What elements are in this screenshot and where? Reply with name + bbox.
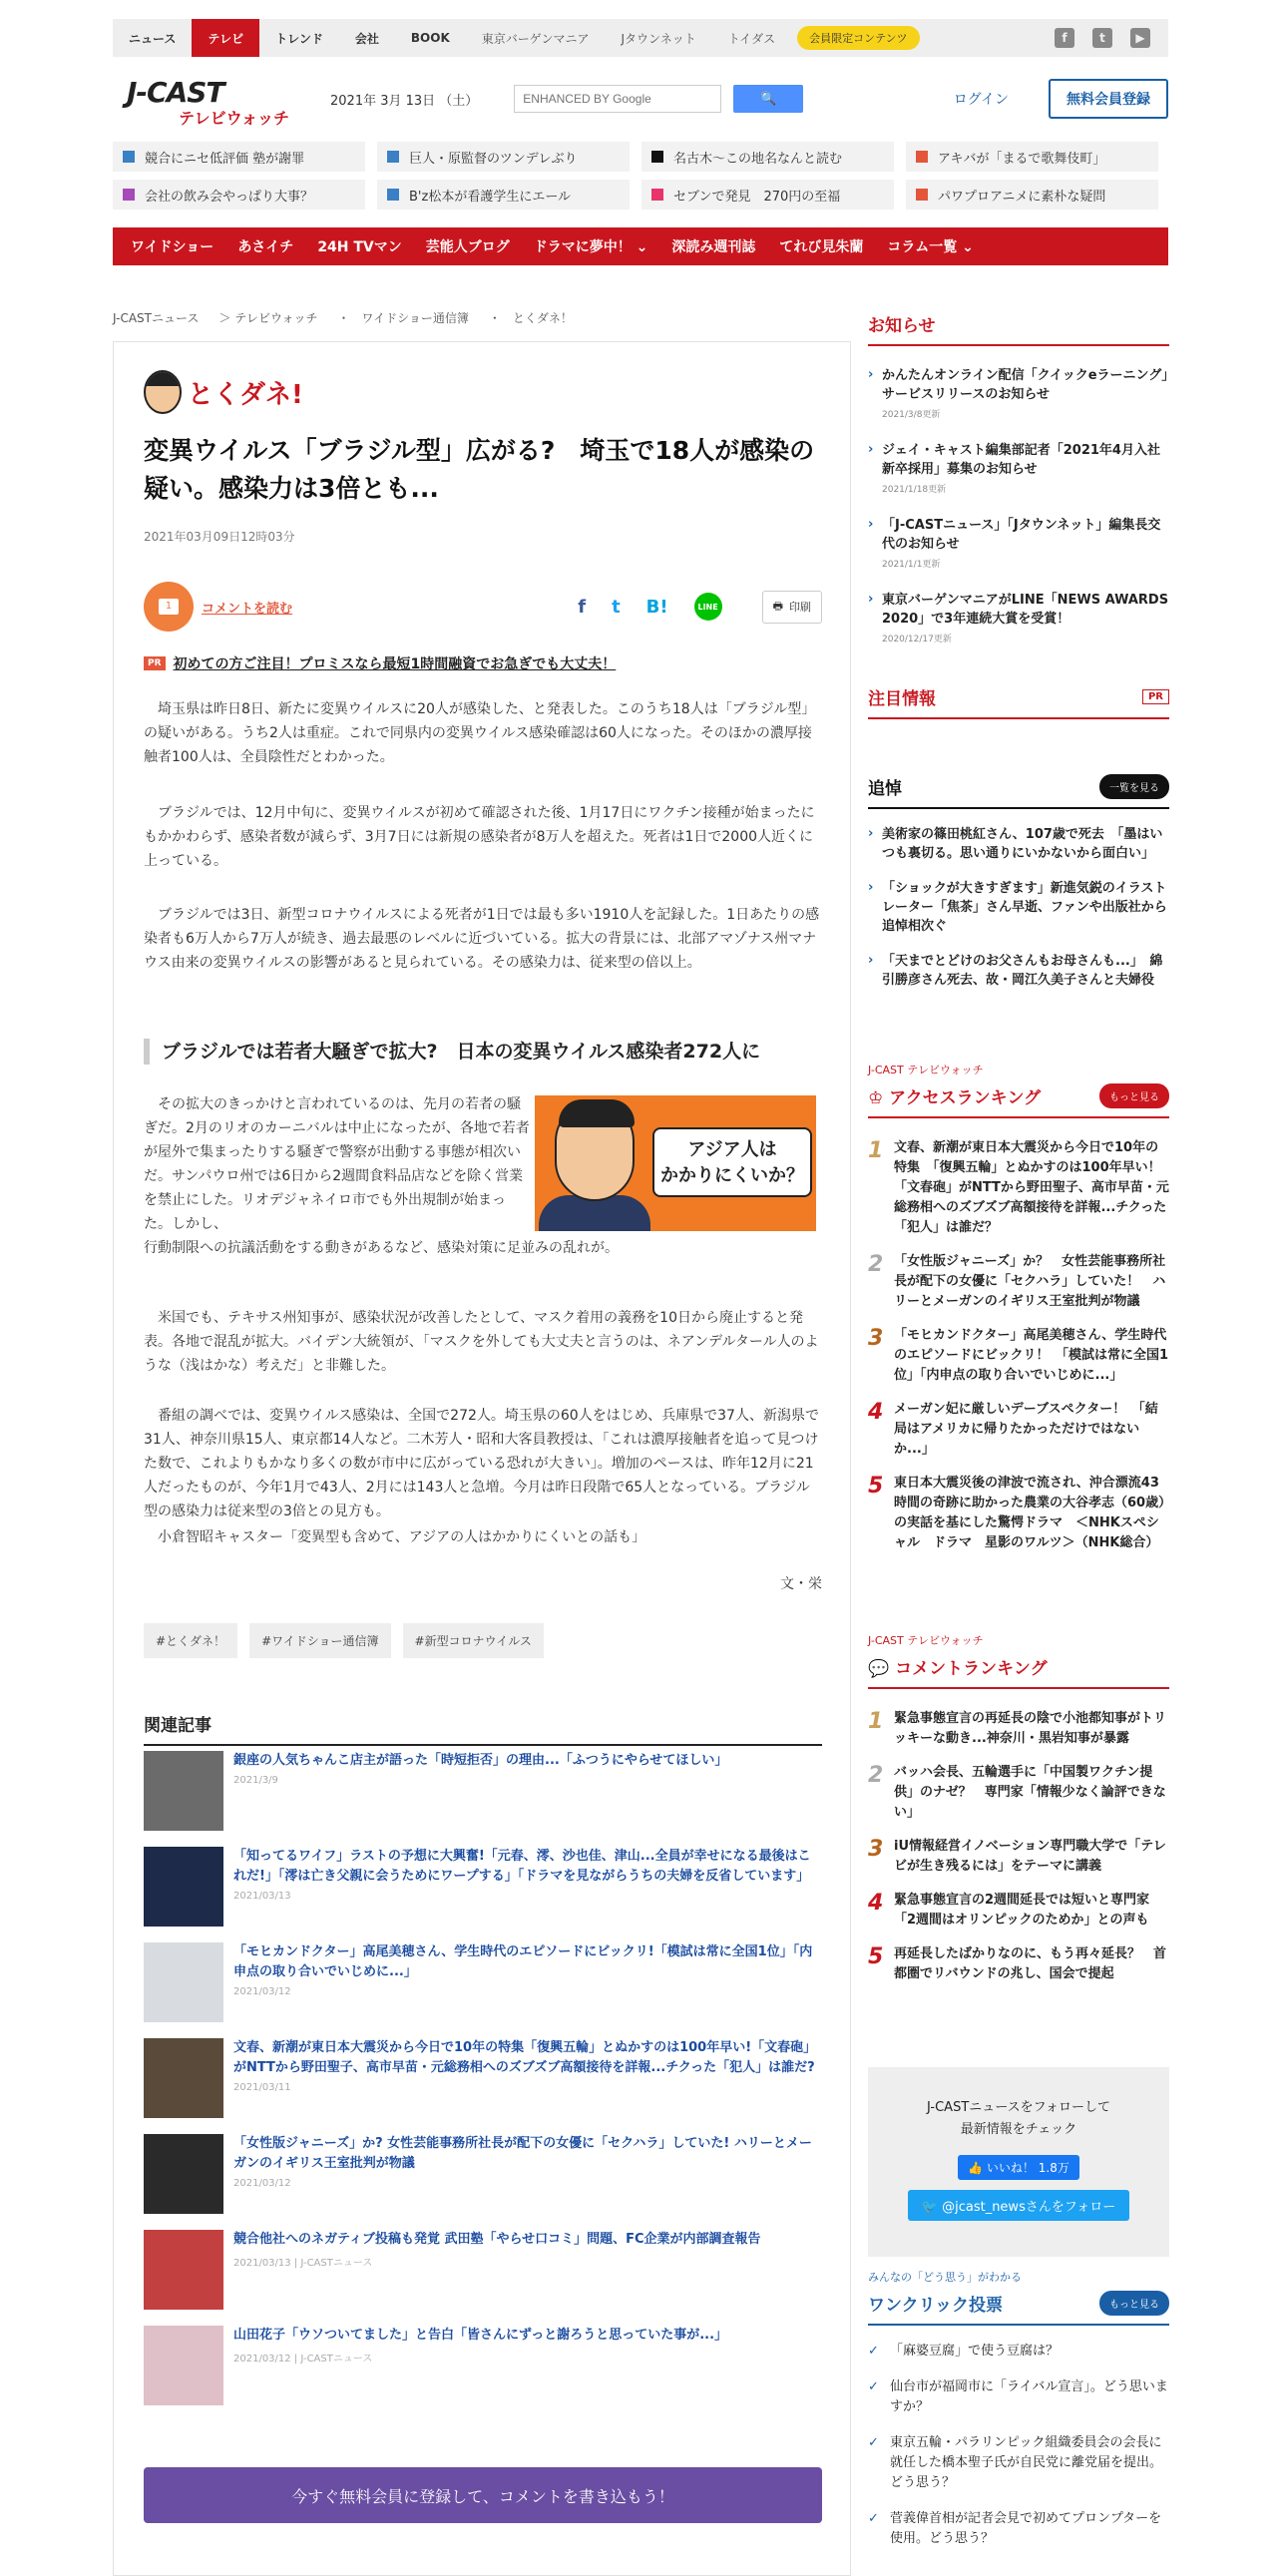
- memorial-item[interactable]: › 美術家の篠田桃紅さん、107歳で死去 「墨はいつも裏切る。思い通りにいかないから面白い」: [868, 825, 1169, 863]
- comment-rank-title: 緊急事態宣言の2週間延長では短いと専門家 「2週間はオリンピックのためか」との声も: [894, 1893, 1163, 1928]
- twitter-icon[interactable]: t: [1092, 28, 1112, 48]
- memorial-more-button[interactable]: 一覧を見る: [1099, 774, 1169, 799]
- topic-label: セブンで発見 270円の至福: [673, 189, 841, 205]
- search-input[interactable]: [514, 85, 721, 113]
- notice-item[interactable]: [868, 591, 1169, 649]
- access-rank-item[interactable]: [868, 1474, 1169, 1553]
- login-link[interactable]: ログイン: [953, 92, 1009, 108]
- comment-rank-number: 1: [868, 1709, 884, 1734]
- topic-marker: [123, 151, 135, 163]
- comment-ranking-header: [868, 1654, 1169, 1689]
- access-ranking-list: [868, 1138, 1174, 1553]
- access-rank-title: 「モヒカンドクター」高尾美穂さん、学生時代のエピソードにビックリ！ 「模試は常に全国1位」「内申点の取り合いでいじめに...」: [894, 1328, 1169, 1383]
- comment-rank-number: 4: [868, 1891, 884, 1916]
- article-paragraph: 埼玉県は昨日8日、新たに変異ウイルスに20人が感染した、と発表した。このうち18人は「ブラジル型」の疑いがある。うち2人は重症。これで同県内の変異ウイルス感染確認は60人になった。そのほかの濃厚接触者100人は、全員陰性だとわかった。: [144, 701, 816, 765]
- twitter-follow-button[interactable]: 🐦 @jcast_newsさんをフォロー: [908, 2190, 1129, 2221]
- search-button[interactable]: [733, 85, 803, 113]
- related-body: [233, 2326, 727, 2407]
- access-ranking-header: [868, 1083, 1169, 1118]
- site-search: [514, 85, 803, 113]
- vote-list: [868, 2342, 1169, 2549]
- comment-ranking-list: [868, 1709, 1169, 1984]
- access-rank-title: 「女性版ジャニーズ」か？ 女性芸能事務所社長が配下の女優に「セクハラ」していた！ ハリーとメーガンのイギリス王室批判が物議: [894, 1254, 1166, 1309]
- topic-label: パワプロアニメに素朴な疑問: [938, 189, 1106, 205]
- logo-sub: テレビウォッチ: [179, 109, 290, 128]
- related-date: 2021/03/12 | J-CASTニュース: [233, 2354, 373, 2364]
- notice-item[interactable]: [868, 366, 1169, 425]
- related-title[interactable]: 「知ってるワイフ」ラストの予想に大興奮!「元春、澪、沙也佳、津山...全員が幸せになる最後はこれだ!」「澪は亡き父親に会うためにワープする」「ドラマを見ながらうちの夫婦を反省しています」: [233, 1849, 811, 1884]
- memorial-item[interactable]: › 「ショックが大きすぎます」新進気鋭のイラストレーター「焦茶」さん早逝、ファンや出版社から追悼相次ぐ: [868, 879, 1169, 936]
- topic-item[interactable]: [113, 180, 365, 210]
- trending-topics: [113, 142, 1168, 210]
- crown-icon: ♔: [868, 1088, 890, 1108]
- access-more-button[interactable]: もっと見る: [1099, 1083, 1169, 1108]
- site-header: [113, 70, 1168, 128]
- top-category-link[interactable]: 東京バーゲンマニア: [481, 31, 590, 46]
- notice-title: › 「J-CASTニュース」「Jタウンネット」編集長交代のお知らせ: [882, 518, 1161, 552]
- topic-item[interactable]: [906, 180, 1158, 210]
- comment-rank-title: バッハ会長、五輪選手に「中国製ワクチン提供」のナゼ？ 専門家「情報少なく論評できない」: [894, 1765, 1166, 1820]
- notice-date: 2020/12/17更新: [882, 635, 952, 644]
- top-category-link[interactable]: テレビ: [192, 19, 259, 57]
- comment-rank-title: 緊急事態宣言の再延長の陰で小池都知事がトリッキーな動き...神奈川・黒岩知事が暴露: [894, 1711, 1167, 1746]
- comment-rank-item[interactable]: [868, 1891, 1169, 1931]
- access-rank-number: 1: [868, 1138, 884, 1163]
- illustration-hair: [559, 1099, 635, 1127]
- topic-item[interactable]: [906, 142, 1158, 172]
- related-title[interactable]: 銀座の人気ちゃんこ店主が語った「時短拒否」の理由...「ふつうにやらせてほしい」: [233, 1753, 728, 1768]
- related-body: [233, 1751, 727, 1833]
- tag-link[interactable]: #新型コロナウイルス: [403, 1623, 544, 1658]
- tag-link[interactable]: #ワイドショー通信簿: [249, 1623, 390, 1658]
- attention-section: [868, 684, 1169, 719]
- topic-item[interactable]: [377, 180, 630, 210]
- access-rank-item[interactable]: [868, 1252, 1169, 1312]
- follow-box: [868, 2067, 1169, 2257]
- memorial-section: [868, 774, 1169, 1006]
- top-category-link[interactable]: Jタウンネット: [621, 31, 696, 46]
- article-illustration: [535, 1095, 816, 1231]
- top-category-link[interactable]: ニュース: [129, 31, 177, 46]
- memorial-item[interactable]: › 「天までとどけのお父さんもお母さんも...」 綿引勝彦さん死去、故・岡江久美子さんと夫婦役: [868, 952, 1169, 990]
- topic-item[interactable]: [641, 180, 894, 210]
- article: [113, 341, 851, 2576]
- program-name: とくダネ!: [188, 379, 303, 410]
- related-body: [233, 1847, 822, 1929]
- related-date: 2021/03/12: [233, 1986, 291, 1997]
- comment-rank-item[interactable]: [868, 1944, 1169, 1984]
- related-title[interactable]: 「モヒカンドクター」高尾美穂さん、学生時代のエピソードにビックリ!「模試は常に全国1位」「内申点の取り合いでいじめに...」: [233, 1944, 813, 1979]
- topic-marker: [387, 189, 399, 201]
- access-ranking-title: アクセスランキング: [889, 1088, 1042, 1108]
- notice-title: › 東京バーゲンマニアがLINE「NEWS AWARDS 2020」で3年連続大賞を受賞！: [882, 593, 1169, 627]
- article-paragraph: ブラジルでは3日、新型コロナウイルスによる死者が1日では最も多い1910人を記録した。1日あたりの感染者も6万人から7万人が続き、過去最悪のレベルに近づいている。拡大の背景には、北部アマゾナス州マナウス由来の変異ウイルスの影響があると見られている。その感染力は、従来型の倍以上。: [144, 907, 820, 971]
- related-body: [233, 1942, 822, 2024]
- comment-rank-title: 再延長したばかりなのに、もう再々延長？ 首都圏でリバウンドの兆し、国会で提起: [894, 1946, 1167, 1981]
- article-paragraph: 行動制限への抗議活動をする動きがあるなど、感染対策に足並みの乱れが。: [144, 1240, 619, 1256]
- nav-item[interactable]: てれび見朱蘭: [779, 239, 864, 255]
- related-body: [233, 2230, 761, 2312]
- vote-item[interactable]: ✓ 菅義偉首相が記者会見で初めてプロンプターを使用。どう思う？: [868, 2509, 1169, 2549]
- printer-icon: 🖶: [772, 599, 783, 613]
- related-title[interactable]: 文春、新潮が東日本大震災から今日で10年の特集「復興五輪」とぬかすのは100年早い!「文春砲」がNTTから野田聖子、高市早苗・元総務相へのズブズブ高額接待を詳報...チクった「犯人」は誰だ?: [233, 2040, 817, 2075]
- topic-label: B'z松本が看護学生にエール: [409, 189, 572, 205]
- article-date: 2021年03月09日12時03分: [144, 530, 295, 544]
- facebook-share-icon[interactable]: f: [578, 596, 587, 618]
- notice-item[interactable]: [868, 516, 1169, 575]
- print-label: 印刷: [789, 601, 811, 614]
- comment-count: 1: [159, 599, 179, 615]
- pr-ad-link[interactable]: 初めての方ご注目！プロミスなら最短1時間融資でお急ぎでも大丈夫！: [173, 656, 617, 672]
- nav-item[interactable]: ドラマに夢中！ ⌄: [533, 239, 648, 255]
- related-heading: 関連記事: [144, 1711, 822, 1746]
- access-rank-title: 東日本大震災後の津波で流され、沖合漂流43時間の奇跡に助かった農業の大谷孝志（60歳）の実話を基にした驚愕ドラマ ＜NHKスペシャル ドラマ 星影のワルツ＞（NHK総合）: [894, 1476, 1165, 1550]
- nav-item[interactable]: 深読み週刊誌: [671, 239, 756, 255]
- program-logo[interactable]: [144, 370, 822, 414]
- notice-date: 2021/1/1更新: [882, 560, 941, 570]
- current-date: 2021年 3月 13日 （土）: [330, 93, 479, 109]
- breadcrumb-item[interactable]: J-CASTニュース: [113, 311, 200, 325]
- article-byline: 文・栄: [780, 1576, 822, 1592]
- article-paragraph: 米国でも、テキサス州知事が、感染状況が改善したとして、マスク着用の義務を10日から廃止すると発表。各地で混乱が拡大。バイデン大統領が、「マスクを外しても大丈夫と言うのは、ネアンデルタール人のような（浅はかな）考えだ」と非難した。: [144, 1310, 819, 1374]
- topic-label: 競合にニセ低評価 塾が謝罪: [145, 151, 305, 167]
- related-title[interactable]: 「女性版ジャニーズ」か? 女性芸能事務所社長が配下の女優に「セクハラ」していた! ハリーとメーガンのイギリス王室批判が物議: [233, 2136, 812, 2171]
- vote-item[interactable]: ✓ 仙台市が福岡市に「ライバル宣言」。どう思いますか？: [868, 2377, 1169, 2417]
- register-comment-button[interactable]: 今すぐ無料会員に登録して、コメントを書き込もう！: [144, 2467, 822, 2523]
- notice-date: 2021/1/18更新: [882, 485, 947, 495]
- notice-section: [868, 311, 1169, 665]
- facebook-like-button[interactable]: 👍 いいね！ 1.8万: [958, 2155, 1079, 2180]
- top-category-link[interactable]: 会社: [354, 31, 379, 46]
- article-paragraph: 小倉智昭キャスター「変異型も含めて、アジアの人はかかりにくいとの話も」: [158, 1529, 646, 1545]
- social-links: [1055, 28, 1168, 48]
- vote-header: [868, 2291, 1169, 2326]
- hatena-bookmark-icon[interactable]: B!: [645, 596, 668, 618]
- speech-bubble-icon: 💬: [868, 1659, 896, 1679]
- related-thumbnail[interactable]: [144, 1942, 223, 2022]
- search-icon: 🔍: [760, 91, 777, 107]
- notice-heading: お知らせ: [868, 311, 1169, 346]
- vote-heading: ワンクリック投票: [868, 2296, 1003, 2316]
- related-title[interactable]: 山田花子「ウソついてました」と告白「皆さんにずっと謝ろうと思っていた事が...」: [233, 2328, 728, 2343]
- comment-ranking-section: [868, 1632, 1169, 1998]
- nav-item[interactable]: ワイドショー: [131, 239, 214, 255]
- tag-link[interactable]: #とくダネ！: [144, 1623, 237, 1658]
- notice-list: [868, 366, 1169, 649]
- vote-caption: みんなの「どう思う」がわかる: [868, 2271, 1022, 2284]
- pr-ad-line: [144, 653, 822, 673]
- comment-rank-item[interactable]: [868, 1837, 1169, 1877]
- topic-marker: [916, 151, 928, 163]
- register-button[interactable]: 無料会員登録: [1049, 79, 1168, 119]
- breadcrumb-item[interactable]: ・ ワイドショー通信簿: [337, 311, 469, 325]
- related-thumbnail[interactable]: [144, 1847, 223, 1927]
- access-rank-number: 5: [868, 1474, 884, 1499]
- site-logo[interactable]: [113, 70, 292, 128]
- related-date: 2021/03/11: [233, 2082, 291, 2093]
- notice-item[interactable]: [868, 441, 1169, 500]
- access-rank-item[interactable]: [868, 1138, 1174, 1238]
- access-rank-title: メーガン妃に厳しいデーブスペクター！ 「結局はアメリカに帰りたかっただけではないか...」: [894, 1402, 1158, 1457]
- share-bar: [144, 582, 822, 632]
- article-paragraph: ブラジルでは、12月中旬に、変異ウイルスが初めて確認された後、1月17日にワクチン接種が始まったにもかかわらず、感染者数が減らず、3月7日には新規の感染者が8万人を超えた。死者は1日で2000人近くに上っている。: [144, 805, 815, 869]
- print-button[interactable]: [762, 591, 822, 624]
- member-content-link[interactable]: 会員限定コンテンツ: [797, 26, 919, 50]
- topic-marker: [387, 151, 399, 163]
- youtube-icon[interactable]: ▶: [1130, 28, 1150, 48]
- article-paragraph: 番組の調べでは、変異ウイルス感染は、全国で272人。埼玉県の60人をはじめ、兵庫県で37人、新潟県で31人、神奈川県15人、東京都14人など。二木芳人・昭和大客員教授は、「これは濃厚接触者を追って見つけた数で、これよりもかなり多くの数が市中に広がっている恐れが大きい」。増加のペースは、昨年12月に21人だったものが、今年1月で43人、2月には143人と急増。今月は昨日段階で65人となっている。ブラジル型の感染力は従来型の3倍との見方も。: [144, 1408, 819, 1519]
- vote-item[interactable]: ✓ 「麻婆豆腐」で使う豆腐は？: [868, 2342, 1169, 2361]
- topic-marker: [651, 151, 663, 163]
- access-rank-number: 3: [868, 1326, 884, 1351]
- memorial-heading: 追悼: [868, 779, 902, 799]
- read-comments-link[interactable]: コメントを読む: [202, 601, 293, 617]
- access-rank-item[interactable]: [868, 1326, 1169, 1386]
- related-article[interactable]: [144, 2326, 822, 2407]
- topic-item[interactable]: [377, 142, 630, 172]
- breadcrumb-item[interactable]: ・ とくダネ！: [488, 311, 573, 325]
- topic-label: 巨人・原監督のツンデレぶり: [409, 151, 578, 167]
- comment-icon[interactable]: [144, 582, 194, 632]
- follow-line-2: 最新情報をチェック: [960, 2122, 1077, 2137]
- related-date: 2021/03/13 | J-CASTニュース: [233, 2258, 373, 2269]
- access-ranking-section: [868, 1062, 1174, 1567]
- related-article[interactable]: [144, 1751, 822, 1833]
- comment-ranking-heading: コメントランキング: [895, 1659, 1048, 1679]
- related-article[interactable]: [144, 2230, 822, 2312]
- topic-label: アキバが「まるで歌舞伎町」: [938, 151, 1106, 167]
- comment-rank-title: iU情報経営イノベーション専門職大学で「テレビが生き残るには」をテーマに講義: [894, 1839, 1166, 1874]
- access-ranking-heading: [868, 1083, 1041, 1108]
- related-body: [233, 2134, 822, 2216]
- top-category-list: [113, 19, 791, 57]
- related-thumbnail[interactable]: [144, 2326, 223, 2405]
- access-rank-item[interactable]: [868, 1400, 1169, 1460]
- top-category-link[interactable]: トレンド: [275, 31, 323, 46]
- vote-section: [868, 2269, 1169, 2565]
- related-date: 2021/03/12: [233, 2178, 291, 2189]
- breadcrumb-item[interactable]: ＞ テレビウォッチ: [218, 311, 318, 325]
- line-share-icon[interactable]: LINE: [694, 593, 722, 621]
- topic-label: 名古木～この地名なんと読む: [673, 151, 843, 167]
- vote-more-button[interactable]: もっと見る: [1099, 2291, 1169, 2316]
- comment-rank-number: 5: [868, 1944, 884, 1969]
- comment-ranking-caption: J-CAST テレビウォッチ: [868, 1634, 984, 1647]
- top-category-link[interactable]: トイダス: [727, 31, 776, 46]
- pr-badge: PR: [144, 656, 166, 670]
- notice-title: › ジェイ・キャスト編集部記者「2021年4月入社新卒採用」募集のお知らせ: [882, 443, 1160, 477]
- nav-item[interactable]: コラム一覧 ⌄: [887, 239, 974, 255]
- related-thumbnail[interactable]: [144, 1751, 223, 1831]
- nav-item[interactable]: 芸能人ブログ: [425, 239, 510, 255]
- topic-item[interactable]: [641, 142, 894, 172]
- article-title: 変異ウイルス「ブラジル型」広がる? 埼玉で18人が感染の疑い。感染力は3倍とも...: [144, 436, 815, 503]
- vote-item[interactable]: ✓ 東京五輪・パラリンピック組織委員会の会長に就任した橋本聖子氏が自民党に離党届を提出。どう思う？: [868, 2433, 1169, 2493]
- comment-rank-number: 3: [868, 1837, 884, 1862]
- article-paragraph: その拡大のきっかけと言われているのは、先月の若者の騒ぎだ。2月のリオのカーニバルは中止になったが、各地で若者が屋外で集まったりする騒ぎで警察が出動する事態が相次いだ。サンパウロ州では6日から2週間食料品店などを除く営業を禁止にした。リオデジャネイロ市でも外出規制が始まった。しかし、: [144, 1096, 530, 1232]
- topic-item[interactable]: [113, 142, 365, 172]
- comment-rank-item[interactable]: [868, 1763, 1169, 1823]
- related-title[interactable]: 競合他社へのネガティブ投稿も発覚 武田塾「やらせ口コミ」問題、FC企業が内部調査報告: [233, 2232, 761, 2247]
- related-date: 2021/3/9: [233, 1775, 278, 1786]
- related-date: 2021/03/13: [233, 1891, 291, 1902]
- share-icons: [578, 593, 721, 621]
- related-article[interactable]: [144, 2038, 822, 2120]
- follow-line-1: J-CASTニュースをフォローして: [927, 2100, 1110, 2115]
- related-article[interactable]: [144, 1942, 822, 2024]
- related-body: [233, 2038, 822, 2120]
- memorial-header: [868, 774, 1169, 809]
- attention-header: [868, 684, 1169, 719]
- comment-rank-number: 2: [868, 1763, 884, 1788]
- nav-item[interactable]: 24H TVマン: [317, 239, 402, 255]
- access-rank-number: 2: [868, 1252, 884, 1277]
- follow-text: [868, 2097, 1169, 2141]
- nav-item[interactable]: あさイチ: [237, 239, 294, 255]
- access-ranking-caption: J-CAST テレビウォッチ: [868, 1064, 984, 1076]
- pr-tag: PR: [1142, 689, 1169, 704]
- article-subheading: ブラジルでは若者大騒ぎで拡大? 日本の変異ウイルス感染者272人に: [144, 1039, 822, 1065]
- topic-marker: [651, 189, 663, 201]
- illustration-speech-bubble: アジア人は かかりにくいか？: [652, 1127, 812, 1197]
- related-thumbnail[interactable]: [144, 2134, 223, 2214]
- top-category-link[interactable]: BOOK: [410, 31, 450, 45]
- related-thumbnail[interactable]: [144, 2038, 223, 2118]
- twitter-share-icon[interactable]: t: [612, 596, 621, 618]
- tag-list: [144, 1623, 822, 1658]
- main-nav: [113, 227, 1168, 265]
- facebook-icon[interactable]: f: [1055, 28, 1074, 48]
- topic-label: 会社の飲み会やっぱり大事？: [145, 189, 314, 205]
- comment-rank-item[interactable]: [868, 1709, 1169, 1749]
- attention-heading: 注目情報: [868, 689, 936, 709]
- notice-date: 2021/3/8更新: [882, 410, 941, 420]
- top-category-bar: [113, 19, 1168, 57]
- access-rank-number: 4: [868, 1400, 884, 1425]
- topic-marker: [916, 189, 928, 201]
- related-article[interactable]: [144, 2134, 822, 2216]
- topic-marker: [123, 189, 135, 201]
- notice-title: › かんたんオンライン配信「クイックeラーニング」サービスリリースのお知らせ: [882, 368, 1168, 402]
- related-thumbnail[interactable]: [144, 2230, 223, 2310]
- logo-main: J-CAST: [127, 76, 224, 109]
- program-host-icon: [144, 370, 182, 414]
- related-article[interactable]: [144, 1847, 822, 1929]
- access-rank-title: 文春、新潮が東日本大震災から今日で10年の特集 「復興五輪」とぬかすのは100年早い！ 「文春砲」がNTTから野田聖子、高市早苗・元総務相へのズブズブ高額接待を詳報...チクった「犯人」は誰だ？: [894, 1140, 1174, 1235]
- memorial-list: [868, 825, 1169, 990]
